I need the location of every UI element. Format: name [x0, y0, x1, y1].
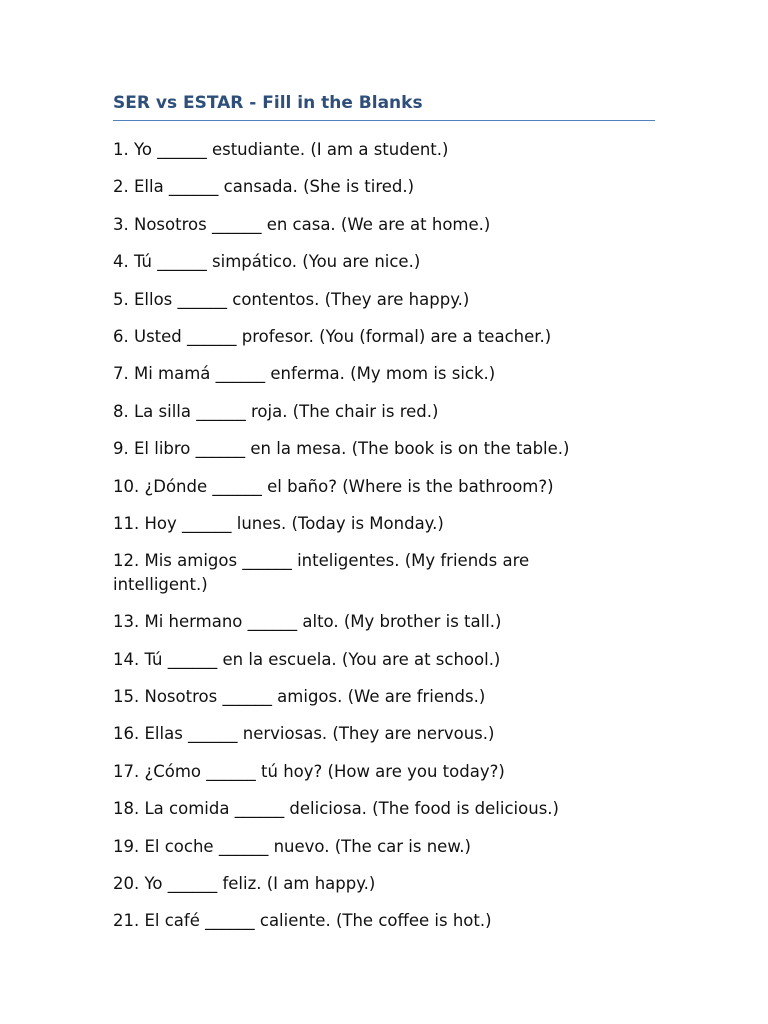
exercise-item-21: 21. El café ______ caliente. (The coffee is hot.) [113, 911, 492, 931]
exercise-item-8: 8. La silla ______ roja. (The chair is red.) [113, 401, 439, 421]
exercise-item-7: 7. Mi mamá ______ enferma. (My mom is sick.) [113, 364, 496, 384]
exercise-item-6: 6. Usted ______ profesor. (You (formal) are a teacher.) [113, 326, 552, 346]
exercise-item-1: 1. Yo ______ estudiante. (I am a student.) [113, 140, 449, 159]
exercise-item-14: 14. Tú ______ en la escuela. (You are at school.) [113, 649, 501, 669]
exercise-item-17: 17. ¿Cómo ______ tú hoy? (How are you today?) [113, 761, 505, 781]
exercise-item-5: 5. Ellos ______ contentos. (They are happy.) [113, 289, 470, 309]
exercise-item-2: 2. Ella ______ cansada. (She is tired.) [113, 177, 415, 197]
worksheet-title: SER vs ESTAR - Fill in the Blanks [113, 92, 655, 121]
exercise-item-12: 12. Mis amigos ______ inteligentes. (My friends are intelligent.) [113, 551, 530, 594]
worksheet-page [113, 92, 655, 947]
exercise-item-16: 16. Ellas ______ nerviosas. (They are nervous.) [113, 724, 495, 744]
exercise-item-20: 20. Yo ______ feliz. (I am happy.) [113, 873, 376, 893]
exercise-item-3: 3. Nosotros ______ en casa. (We are at home.) [113, 214, 491, 234]
exercise-list [113, 138, 655, 933]
exercise-item-10: 10. ¿Dónde ______ el baño? (Where is the bathroom?) [113, 476, 554, 496]
exercise-item-13: 13. Mi hermano ______ alto. (My brother is tall.) [113, 612, 502, 632]
exercise-item-15: 15. Nosotros ______ amigos. (We are friends.) [113, 686, 486, 706]
exercise-item-18: 18. La comida ______ deliciosa. (The food is delicious.) [113, 799, 559, 819]
exercise-item-9: 9. El libro ______ en la mesa. (The book is on the table.) [113, 439, 570, 459]
exercise-item-4: 4. Tú ______ simpático. (You are nice.) [113, 252, 421, 272]
exercise-item-19: 19. El coche ______ nuevo. (The car is new.) [113, 836, 471, 856]
exercise-item-11: 11. Hoy ______ lunes. (Today is Monday.) [113, 513, 444, 533]
